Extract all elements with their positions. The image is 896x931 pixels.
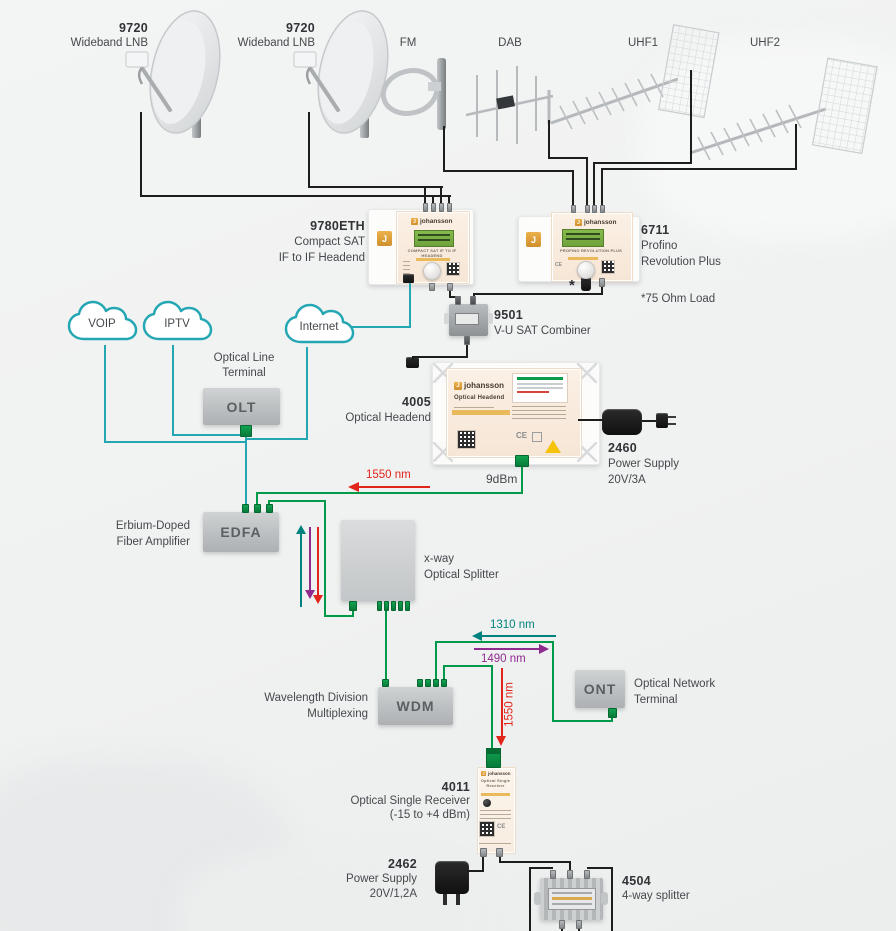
combiner-output-connector: [464, 336, 470, 345]
mount-tab: [534, 892, 541, 905]
splitter-label-plate: [548, 888, 596, 910]
label-uhf2: UHF2: [749, 37, 781, 49]
rf-output-connector: [480, 848, 487, 857]
splitter-port: [559, 920, 565, 929]
ont-fiber-connector: [608, 708, 617, 718]
label-1550-drop: 1550 nm: [503, 682, 516, 727]
fiber-connector-cap: [486, 748, 501, 754]
fiber-edfa-splitter: [324, 615, 354, 617]
cable-uhf1: [593, 162, 692, 164]
cable-stub: [424, 186, 426, 204]
label-optical-splitter: x-way Optical Splitter: [424, 553, 499, 581]
qr-code: [601, 260, 615, 274]
label-9780eth: 9780ETH Compact SAT IF to IF Headend: [278, 219, 365, 264]
cable-uhf1: [593, 162, 595, 205]
splitter-port: [550, 870, 556, 879]
line-olt-edfa: [245, 437, 247, 504]
internet-label: Internet: [299, 321, 339, 333]
label-wdm-title: Wavelength Division Multiplexing: [264, 692, 368, 720]
cable-dab: [586, 157, 588, 205]
arrowhead-up: [296, 525, 306, 534]
voip-cloud: [64, 298, 140, 348]
combiner-label-plate: [455, 313, 479, 325]
power-adapter: [602, 409, 642, 435]
label-dab: DAB: [498, 37, 522, 49]
combiner-input-connector: [470, 296, 476, 305]
line-internet-olt: [246, 438, 308, 440]
antenna-input-connector: [592, 205, 597, 213]
fiber-output-connector: [515, 455, 529, 467]
mount-tab: [488, 313, 493, 324]
johansson-logo: J johansson: [575, 219, 617, 226]
arrow-upstream: [300, 534, 302, 607]
cable-uhf2: [795, 124, 797, 170]
line-iptv-olt: [172, 345, 174, 436]
fiber-wdm-ont: [611, 718, 613, 722]
cable-dish1: [140, 112, 142, 197]
asterisk-marker: *: [569, 277, 575, 294]
line-iptv-olt: [172, 434, 246, 436]
label-6711: 6711 Profino Revolution Plus: [641, 223, 721, 268]
cable-rx-out: [569, 861, 571, 870]
reg-icon: [532, 432, 542, 442]
cable-dish1: [140, 195, 451, 197]
splitter-input-connector: [349, 601, 357, 611]
olt-box-label: OLT: [226, 398, 257, 415]
arrow-1310: [482, 635, 556, 637]
label-uhf1: UHF1: [627, 37, 659, 49]
wdm-box: [378, 687, 453, 725]
cable-splitter-out: [611, 867, 613, 931]
wdm-box-label: WDM: [396, 698, 435, 714]
ce-mark: CE: [497, 824, 506, 830]
fm-antenna-icon: [379, 58, 446, 130]
cable-dish2: [308, 186, 443, 188]
iptv-label: IPTV: [164, 318, 190, 330]
panel-title: COMPACT SAT IF TO IF HEADEND: [407, 248, 457, 258]
cable-splitter-out: [587, 867, 613, 869]
splitter-output-connector: [384, 601, 389, 611]
plug-prong: [456, 894, 460, 905]
optical-splitter-box: [341, 520, 415, 601]
uhf2-antenna-icon: [690, 58, 877, 160]
cable-dab: [548, 120, 550, 158]
power-adapter: [435, 861, 469, 894]
adjust-knob[interactable]: [577, 261, 595, 279]
panel-title: Optical Single Receiver: [480, 778, 511, 788]
wdm-connector: [425, 679, 431, 687]
line-voip-olt: [104, 441, 246, 443]
line-internet-olt: [306, 347, 308, 440]
edfa-box-label: EDFA: [220, 524, 262, 540]
fiber-edfa-splitter: [352, 610, 354, 617]
cable-fm: [443, 126, 445, 171]
antenna-input-connector: [571, 205, 576, 213]
line-internet-to-headend: [352, 326, 410, 328]
adjust-knob[interactable]: [423, 262, 441, 280]
75ohm-load-cap: [581, 278, 591, 291]
spec-table: [512, 373, 568, 403]
cable-stub: [440, 186, 442, 204]
plug-prong: [443, 894, 447, 905]
gold-band: [481, 793, 510, 796]
edfa-connector: [266, 504, 273, 513]
fiber-wdm-rx: [443, 665, 445, 679]
sat-input-connector: [447, 203, 452, 212]
fiber-edfa-splitter: [268, 500, 326, 502]
fiber-wdm-ont: [435, 643, 437, 679]
internet-cloud: [281, 301, 357, 351]
ce-mark: CE: [516, 431, 528, 440]
panel-title: Optical Headend: [454, 395, 505, 401]
gold-band: [416, 258, 450, 261]
ont-box-label: ONT: [583, 681, 617, 697]
ont-box: [575, 670, 625, 708]
fiber-wdm-ont: [435, 641, 554, 643]
label-4011: 4011 Optical Single Receiver (-15 to +4 dBm): [350, 780, 470, 821]
label-2460: 2460 Power Supply 20V/3A: [608, 441, 679, 486]
label-edfa-title: Erbium-Doped Fiber Amplifier: [115, 520, 190, 548]
arrow-1490: [474, 648, 540, 650]
qr-code: [479, 821, 495, 837]
fiber-headend-edfa: [256, 492, 258, 504]
antenna-input-connector: [600, 205, 605, 213]
voip-label: VOIP: [88, 318, 116, 330]
line-internet-to-headend: [409, 283, 411, 328]
cable-terrestrial: [473, 293, 603, 295]
gold-band: [452, 410, 510, 415]
cable-uhf2: [601, 168, 797, 170]
output-connector: [599, 278, 605, 287]
arrowhead-1310-left: [472, 631, 482, 641]
qr-code: [446, 262, 460, 276]
sat-input-connector: [431, 203, 436, 212]
panel-subtitle-bar: [454, 404, 494, 408]
splitter-input-port: [567, 870, 573, 879]
laser-warning-icon: [545, 440, 561, 453]
label-4504: 4504 4-way splitter: [622, 874, 690, 902]
fiber-wdm-rx: [491, 665, 493, 748]
johansson-badge-icon: J: [377, 231, 392, 246]
cable-combined: [412, 356, 468, 358]
cable-rx-power: [467, 870, 484, 872]
lcd-display: [414, 230, 454, 247]
wdm-connector: [441, 679, 447, 687]
splitter-output-connector: [377, 601, 382, 611]
power-plug: [656, 413, 668, 428]
arrow-1490-down: [309, 527, 311, 591]
combiner-input-connector: [455, 296, 461, 305]
cable-splitter-out: [529, 867, 553, 869]
fiber-edfa-splitter: [324, 500, 326, 617]
plug-prong: [668, 416, 676, 418]
label-2462: 2462 Power Supply 20V/1,2A: [346, 857, 417, 900]
iptv-cloud: [139, 298, 215, 348]
olt-box: [203, 388, 280, 425]
power-cable: [642, 420, 656, 422]
test-point: [483, 799, 491, 807]
cable-dish2: [308, 112, 310, 187]
johansson-logo: J johansson: [411, 218, 453, 225]
label-lnb2: 9720 Wideband LNB: [237, 21, 315, 49]
arrow-1550-downstream: [358, 486, 430, 488]
edfa-connector: [254, 504, 261, 513]
arrow-1550-down: [317, 527, 319, 596]
cable-fm: [572, 170, 574, 205]
wdm-connector: [433, 679, 439, 687]
splitter-port: [576, 920, 582, 929]
mount-tab: [601, 892, 608, 905]
olt-fiber-connector: [240, 425, 252, 437]
cable-uhf1: [690, 70, 692, 164]
sat-input-connector: [423, 203, 428, 212]
splitter-port: [584, 870, 590, 879]
cable-dab: [548, 157, 588, 159]
cable-splitter-out: [529, 867, 531, 931]
label-9501: 9501 V-U SAT Combiner: [494, 308, 591, 337]
johansson-badge-icon: J: [526, 232, 541, 247]
if-output-connector: [429, 283, 435, 291]
mount-tab: [444, 313, 449, 324]
wdm-connector: [417, 679, 423, 687]
sat-input-connector: [439, 203, 444, 212]
label-1550-downstream: 1550 nm: [366, 469, 411, 481]
label-1310: 1310 nm: [490, 619, 535, 631]
qr-code: [457, 430, 476, 449]
line-voip-olt: [104, 345, 106, 443]
fiber-headend-edfa: [256, 492, 523, 494]
label-4005: 4005 Optical Headend: [345, 395, 431, 424]
dab-antenna-icon: [466, 66, 553, 144]
label-75ohm-load: *75 Ohm Load: [641, 293, 716, 305]
lcd-display: [562, 229, 604, 247]
label-fm: FM: [399, 37, 417, 49]
edfa-box: [203, 512, 279, 552]
cable-combined: [412, 356, 414, 364]
johansson-logo: J johansson: [454, 381, 504, 390]
spec-lines: [512, 405, 566, 419]
ethernet-port: [403, 274, 414, 283]
label-1490: 1490 nm: [481, 653, 526, 665]
cable-rx-out: [499, 861, 570, 863]
antenna-input-connector: [585, 205, 590, 213]
edfa-connector: [242, 504, 249, 513]
power-cable: [578, 419, 604, 421]
fiber-splitter-wdm: [385, 611, 387, 679]
panel-title: PROFINO REVOLUTION PLUS: [560, 248, 622, 253]
arrowhead-down-red: [313, 595, 323, 604]
cable-fm: [443, 170, 574, 172]
label-ont-title: Optical Network Terminal: [634, 678, 716, 706]
gold-band: [568, 257, 598, 260]
spec-lines: [480, 810, 511, 819]
panel-icons: [403, 258, 410, 274]
rf-output-connector: [496, 848, 503, 857]
label-9dbm: 9dBm: [486, 472, 518, 486]
if-output-connector: [447, 283, 453, 291]
cable-uhf2: [601, 168, 603, 205]
arrowhead-1550-left: [348, 482, 359, 492]
ce-mark: CE: [555, 262, 562, 268]
wdm-connector: [382, 679, 389, 687]
plug-prong: [668, 423, 676, 425]
splitter-output-connector: [391, 601, 396, 611]
johansson-logo: J johansson: [482, 771, 511, 776]
label-lnb1: 9720 Wideband LNB: [70, 21, 148, 49]
splitter-output-connector: [398, 601, 403, 611]
label-olt-title: Optical Line Terminal: [213, 352, 275, 379]
fiber-wdm-ont: [552, 641, 554, 722]
panel-footer-bar: [479, 840, 511, 844]
splitter-output-connector: [405, 601, 410, 611]
fiber-wdm-ont: [552, 720, 613, 722]
